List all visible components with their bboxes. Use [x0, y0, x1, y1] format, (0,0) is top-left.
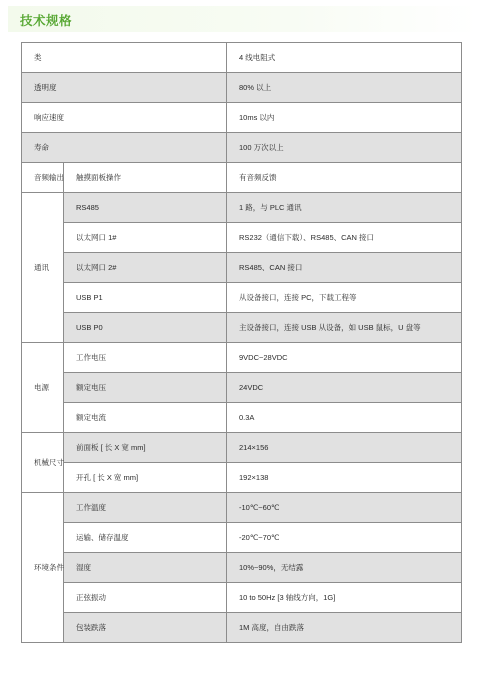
spec-label: 类 [22, 43, 227, 73]
spec-value: 10%~90%，无结露 [227, 553, 462, 583]
spec-value: 主设备接口，连接 USB 从设备，如 USB 鼠标，U 盘等 [227, 313, 462, 343]
spec-label: USB P0 [64, 313, 227, 343]
category-comm: 通讯 [22, 193, 64, 343]
table-row [22, 163, 462, 193]
table-row [22, 283, 462, 313]
spec-value: 192×138 [227, 463, 462, 493]
table-row [22, 523, 462, 553]
spec-label: 运输、储存温度 [64, 523, 227, 553]
spec-label: 以太网口 2# [64, 253, 227, 283]
table-row [22, 313, 462, 343]
spec-label: 额定电流 [64, 403, 227, 433]
spec-value: 4 线电阻式 [227, 43, 462, 73]
spec-label: 额定电压 [64, 373, 227, 403]
table-row [22, 193, 462, 223]
table-row [22, 253, 462, 283]
category-audio: 音频输出 [22, 163, 64, 193]
table-row [22, 493, 462, 523]
table-row [22, 223, 462, 253]
spec-label: 开孔 [ 长 X 宽 mm] [64, 463, 227, 493]
category-power: 电源 [22, 343, 64, 433]
table-row [22, 403, 462, 433]
spec-value: 100 万次以上 [227, 133, 462, 163]
spec-label: USB P1 [64, 283, 227, 313]
spec-label: 工作电压 [64, 343, 227, 373]
spec-value: 0.3A [227, 403, 462, 433]
spec-value: 10ms 以内 [227, 103, 462, 133]
spec-label: 响应速度 [22, 103, 227, 133]
table-row [22, 613, 462, 643]
table-row [22, 43, 462, 73]
spec-label: 工作温度 [64, 493, 227, 523]
page-title: 技术规格 [20, 14, 73, 28]
spec-label: 湿度 [64, 553, 227, 583]
table-row [22, 463, 462, 493]
category-env: 环境条件 [22, 493, 64, 643]
spec-label: 寿命 [22, 133, 227, 163]
spec-label: RS485 [64, 193, 227, 223]
spec-label: 前面板 [ 长 X 宽 mm] [64, 433, 227, 463]
spec-value: 有音频反馈 [227, 163, 462, 193]
title-banner [8, 6, 478, 32]
spec-value: 214×156 [227, 433, 462, 463]
table-row [22, 583, 462, 613]
spec-value: -10℃~60℃ [227, 493, 462, 523]
spec-label: 正弦振动 [64, 583, 227, 613]
table-row [22, 343, 462, 373]
spec-label: 触摸面板操作 [64, 163, 227, 193]
category-mech: 机械尺寸 [22, 433, 64, 493]
spec-value: 24VDC [227, 373, 462, 403]
table-row [22, 73, 462, 103]
spec-label: 包装跌落 [64, 613, 227, 643]
spec-value: 10 to 50Hz [3 轴线方向，1G] [227, 583, 462, 613]
spec-value: RS485、CAN 接口 [227, 253, 462, 283]
spec-value: RS232（通信下载）、RS485、CAN 接口 [227, 223, 462, 253]
spec-value: 1 路，与 PLC 通讯 [227, 193, 462, 223]
table-row [22, 373, 462, 403]
spec-label: 透明度 [22, 73, 227, 103]
table-row [22, 133, 462, 163]
spec-table [21, 42, 462, 643]
table-row [22, 103, 462, 133]
spec-label: 以太网口 1# [64, 223, 227, 253]
table-row [22, 433, 462, 463]
spec-value: -20℃~70℃ [227, 523, 462, 553]
spec-value: 1M 高度，自由跌落 [227, 613, 462, 643]
table-row [22, 553, 462, 583]
spec-value: 9VDC~28VDC [227, 343, 462, 373]
spec-value: 从设备接口，连接 PC，下载工程等 [227, 283, 462, 313]
spec-value: 80% 以上 [227, 73, 462, 103]
